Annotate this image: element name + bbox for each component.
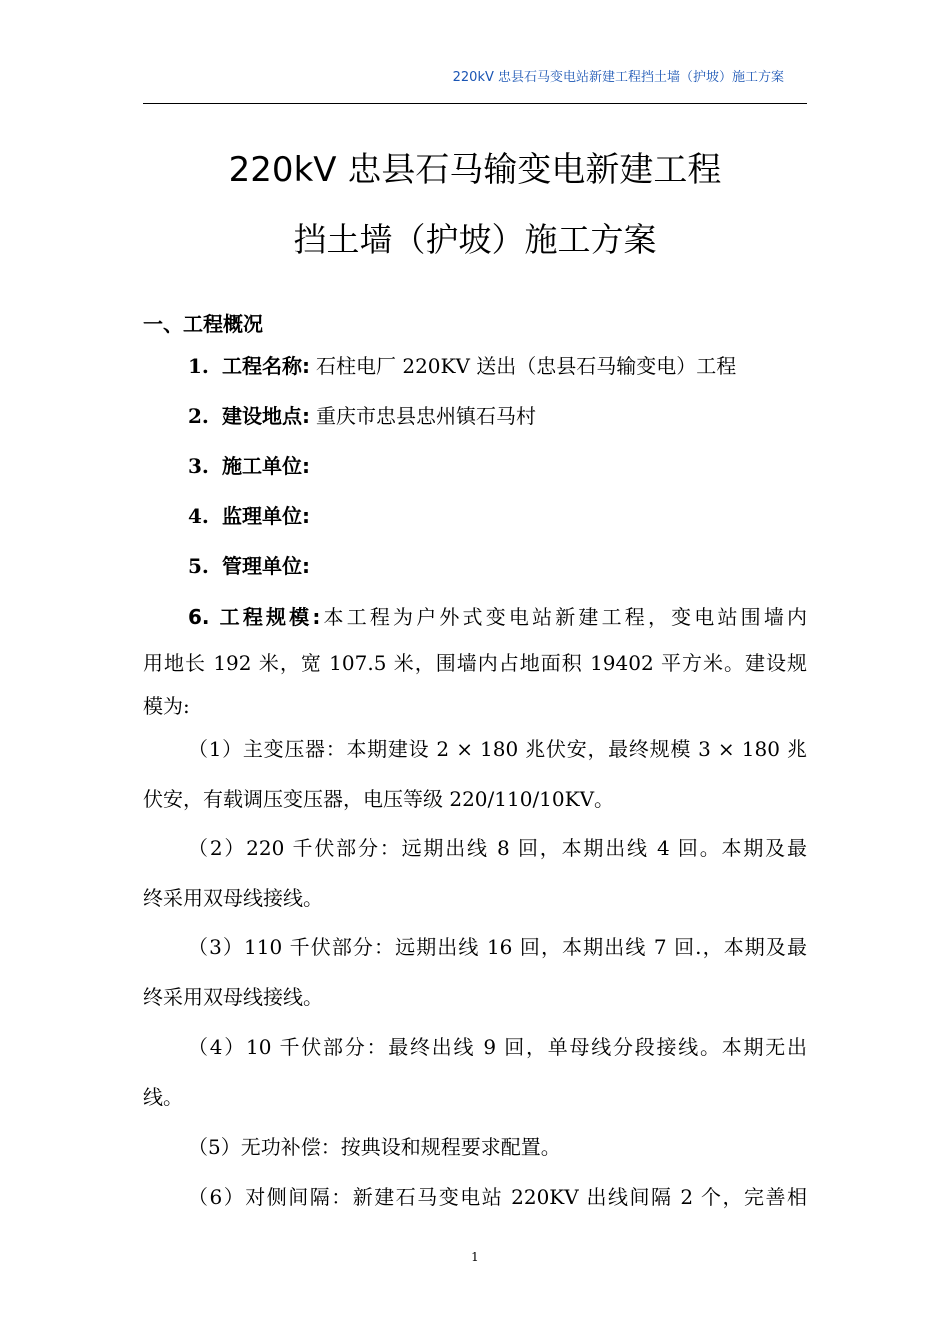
field-label: 建设地点: bbox=[222, 404, 310, 428]
scale-paragraph-line: 用地长 192 米，宽 107.5 米，围墙内占地面积 19402 平方米。建设规 bbox=[143, 651, 807, 675]
scale-paragraph-line: 模为: bbox=[143, 694, 190, 718]
field-manager bbox=[188, 554, 316, 578]
field-number: 3. bbox=[188, 454, 209, 478]
document-title: 220kV 忠县石马输变电新建工程 bbox=[228, 150, 722, 190]
item-line: （2）220 千伏部分：远期出线 8 回，本期出线 4 回。本期及最 bbox=[188, 836, 807, 860]
field-project-name bbox=[188, 354, 736, 378]
item-line: （5）无功补偿：按典设和规程要求配置。 bbox=[188, 1135, 561, 1159]
field-label: 管理单位: bbox=[222, 554, 310, 578]
field-label: 监理单位: bbox=[222, 504, 310, 528]
section-heading: 一、工程概况 bbox=[143, 312, 263, 336]
field-label: 工程名称: bbox=[222, 354, 310, 378]
field-supervisor bbox=[188, 504, 316, 528]
item-line: 终采用双母线接线。 bbox=[143, 886, 323, 910]
item-line: 线。 bbox=[143, 1085, 183, 1109]
scale-text: 本工程为户外式变电站新建工程，变电站围墙内 bbox=[320, 605, 807, 629]
field-number: 5. bbox=[188, 554, 209, 578]
item-line: 伏安，有载调压变压器，电压等级 220/110/10KV。 bbox=[143, 787, 615, 811]
item-line: （3）110 千伏部分：远期出线 16 回，本期出线 7 回.，本期及最 bbox=[188, 935, 807, 959]
page-number: 1 bbox=[471, 1250, 479, 1264]
item-line: （4）10 千伏部分：最终出线 9 回，单母线分段接线。本期无出 bbox=[188, 1035, 807, 1059]
item-line: （6）对侧间隔：新建石马变电站 220KV 出线间隔 2 个，完善相 bbox=[188, 1185, 807, 1209]
field-label: 施工单位: bbox=[222, 454, 310, 478]
field-value: 石柱电厂 220KV 送出（忠县石马输变电）工程 bbox=[316, 354, 737, 378]
field-value: 重庆市忠县忠州镇石马村 bbox=[316, 404, 536, 428]
field-number: 4. bbox=[188, 504, 209, 528]
header-divider bbox=[143, 103, 807, 104]
field-contractor bbox=[188, 454, 316, 478]
field-number: 2. bbox=[188, 404, 209, 428]
item-line: （1）主变压器：本期建设 2 × 180 兆伏安，最终规模 3 × 180 兆 bbox=[188, 737, 807, 761]
running-header: 220kV 忠县石马变电站新建工程挡土墙（护坡）施工方案 bbox=[452, 70, 784, 85]
item-line: 终采用双母线接线。 bbox=[143, 985, 323, 1009]
scale-paragraph-line bbox=[188, 605, 807, 629]
field-number: 1. bbox=[188, 354, 209, 378]
field-location bbox=[188, 404, 536, 428]
document-subtitle: 挡土墙（护坡）施工方案 bbox=[293, 220, 657, 259]
scale-label: 6. 工程规模: bbox=[188, 605, 321, 629]
